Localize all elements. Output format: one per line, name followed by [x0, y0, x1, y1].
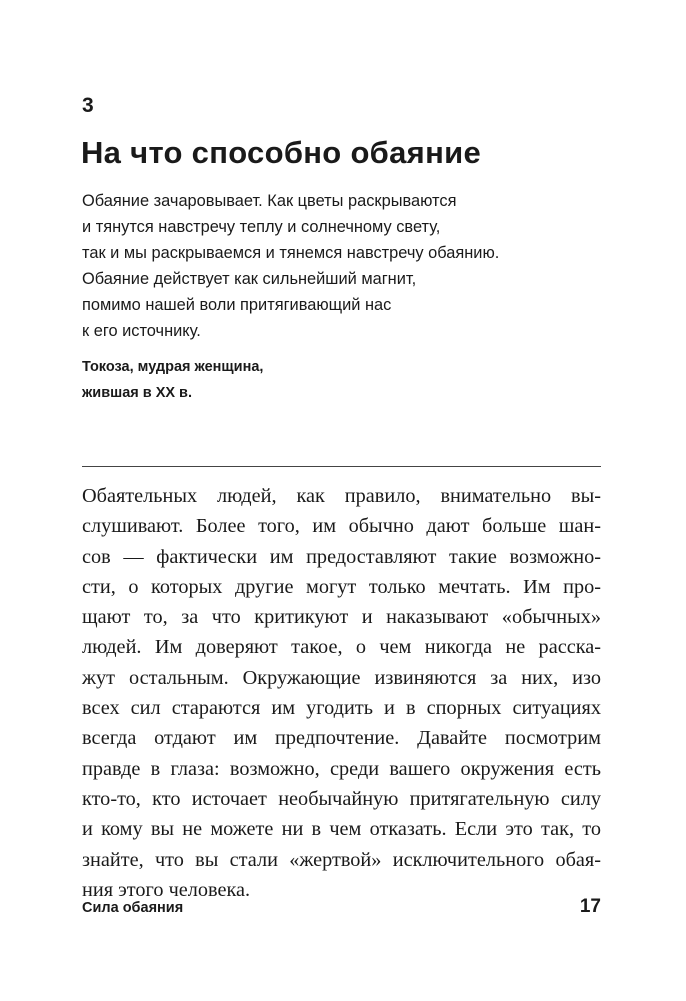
section-divider — [82, 466, 601, 467]
running-footer-title: Сила обаяния — [82, 900, 184, 916]
attribution-line: Токоза, мудрая женщина, — [82, 359, 264, 375]
body-line: слушивают. Более того, им обычно дают больше шан- — [82, 515, 601, 538]
epigraph-line: помимо нашей воли притягивающий нас — [82, 296, 392, 314]
body-line: всегда отдают им предпочтение. Давайте посмотрим — [82, 727, 601, 750]
body-line: щают то, за что критикуют и наказывают «обычных» — [82, 606, 601, 629]
epigraph-line: Обаяние действует как сильнейший магнит, — [82, 270, 417, 288]
body-line: сов — фактически им предоставляют такие возможно- — [82, 545, 601, 568]
chapter-title: На что способно обаяние — [81, 135, 481, 170]
epigraph — [82, 188, 602, 344]
epigraph-line: и тянутся навстречу теплу и солнечному свету, — [82, 218, 441, 236]
attribution-line: жившая в XX в. — [82, 385, 193, 401]
page-number: 17 — [579, 896, 601, 917]
body-line: Обаятельных людей, как правило, внимательно вы- — [82, 485, 601, 507]
body-line: и кому вы не можете ни в чем отказать. Если это так, то — [82, 818, 601, 841]
epigraph-line: так и мы раскрываемся и тянемся навстречу обаянию. — [82, 244, 500, 262]
body-line: правде в глаза: возможно, среди вашего окружения есть — [82, 757, 601, 780]
body-line: ния этого человека. — [82, 878, 251, 901]
epigraph-line: к его источнику. — [82, 322, 201, 340]
body-line: людей. Им доверяют такое, о чем никогда не расска- — [82, 636, 601, 659]
body-line: кто-то, кто источает необычайную притягательную силу — [82, 787, 601, 810]
epigraph-line: Обаяние зачаровывает. Как цветы раскрываются — [82, 192, 457, 210]
chapter-number: 3 — [82, 94, 95, 117]
body-line: жут остальным. Окружающие извиняются за них, изо — [82, 666, 601, 689]
body-paragraph — [82, 481, 601, 905]
epigraph-attribution — [82, 354, 263, 406]
body-line: сти, о которых другие могут только мечтать. Им про- — [82, 575, 601, 598]
body-line: всех сил стараются им угодить и в спорных ситуациях — [82, 697, 601, 720]
body-line: знайте, что вы стали «жертвой» исключительного обая- — [82, 848, 601, 871]
